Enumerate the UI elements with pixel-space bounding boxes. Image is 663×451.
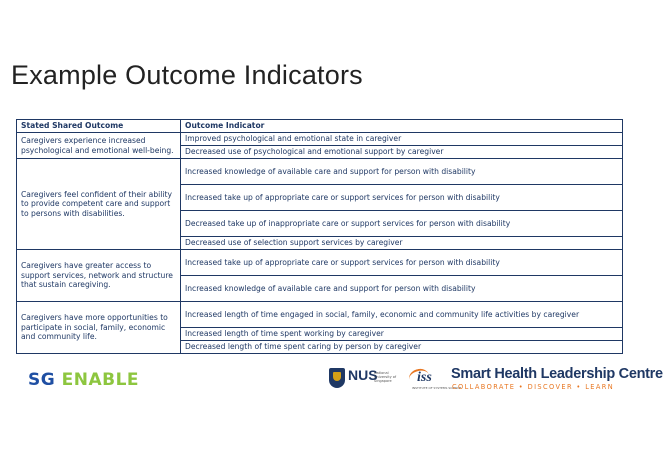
table-row — [17, 302, 623, 328]
indicator-cell: Decreased length of time spent caring by person by caregiver — [181, 341, 623, 354]
outcome-indicators-table — [16, 119, 623, 354]
indicator-cell: Decreased take up of inappropriate care or support services for person with disability — [181, 211, 623, 237]
header-outcome-indicator: Outcome Indicator — [181, 120, 623, 133]
sg-enable-logo-part1: SG — [28, 370, 56, 390]
indicator-cell: Improved psychological and emotional state in caregiver — [181, 133, 623, 146]
nus-logo-subtext: National University of Singapore — [374, 371, 397, 383]
sg-enable-logo-part2: ENABLE — [61, 370, 140, 390]
iss-logo-text: iss — [417, 370, 432, 385]
indicator-cell: Decreased use of selection support services by caregiver — [181, 237, 623, 250]
table-row — [17, 159, 623, 185]
indicator-cell: Increased take up of appropriate care or support services for person with disability — [181, 185, 623, 211]
indicator-cell: Increased length of time spent working by caregiver — [181, 328, 623, 341]
shlc-logo-tagline: COLLABORATE • DISCOVER • LEARN — [452, 383, 615, 391]
indicator-cell: Increased knowledge of available care and support for person with disability — [181, 276, 623, 302]
page-title: Example Outcome Indicators — [11, 60, 363, 90]
sg-enable-logo — [28, 370, 139, 390]
indicator-cell: Increased knowledge of available care and support for person with disability — [181, 159, 623, 185]
nus-logo-text: NUS — [348, 367, 378, 383]
indicator-cell: Decreased use of psychological and emotional support by caregiver — [181, 146, 623, 159]
stated-outcome-cell: Caregivers have greater access to support services, network and structure that sustain caregiving. — [17, 250, 181, 302]
shlc-logo-name: Smart Health Leadership Centre — [451, 366, 663, 382]
table-header-row — [17, 120, 623, 133]
indicator-cell: Increased take up of appropriate care or support services for person with disability — [181, 250, 623, 276]
stated-outcome-cell: Caregivers feel confident of their ability to provide competent care and support to persons with disabilities. — [17, 159, 181, 250]
iss-logo-subtext: INSTITUTE OF SYSTEMS SCIENCE — [412, 386, 462, 390]
header-stated-outcome: Stated Shared Outcome — [17, 120, 181, 133]
shlc-logo — [451, 366, 663, 391]
stated-outcome-cell: Caregivers have more opportunities to participate in social, family, economic and community life. — [17, 302, 181, 354]
stated-outcome-cell: Caregivers experience increased psychological and emotional well-being. — [17, 133, 181, 159]
table-row — [17, 133, 623, 146]
table-row — [17, 250, 623, 276]
indicator-cell: Increased length of time engaged in social, family, economic and community life activities by caregiver — [181, 302, 623, 328]
nus-crest-icon — [329, 368, 345, 388]
nus-iss-logo — [329, 367, 462, 391]
